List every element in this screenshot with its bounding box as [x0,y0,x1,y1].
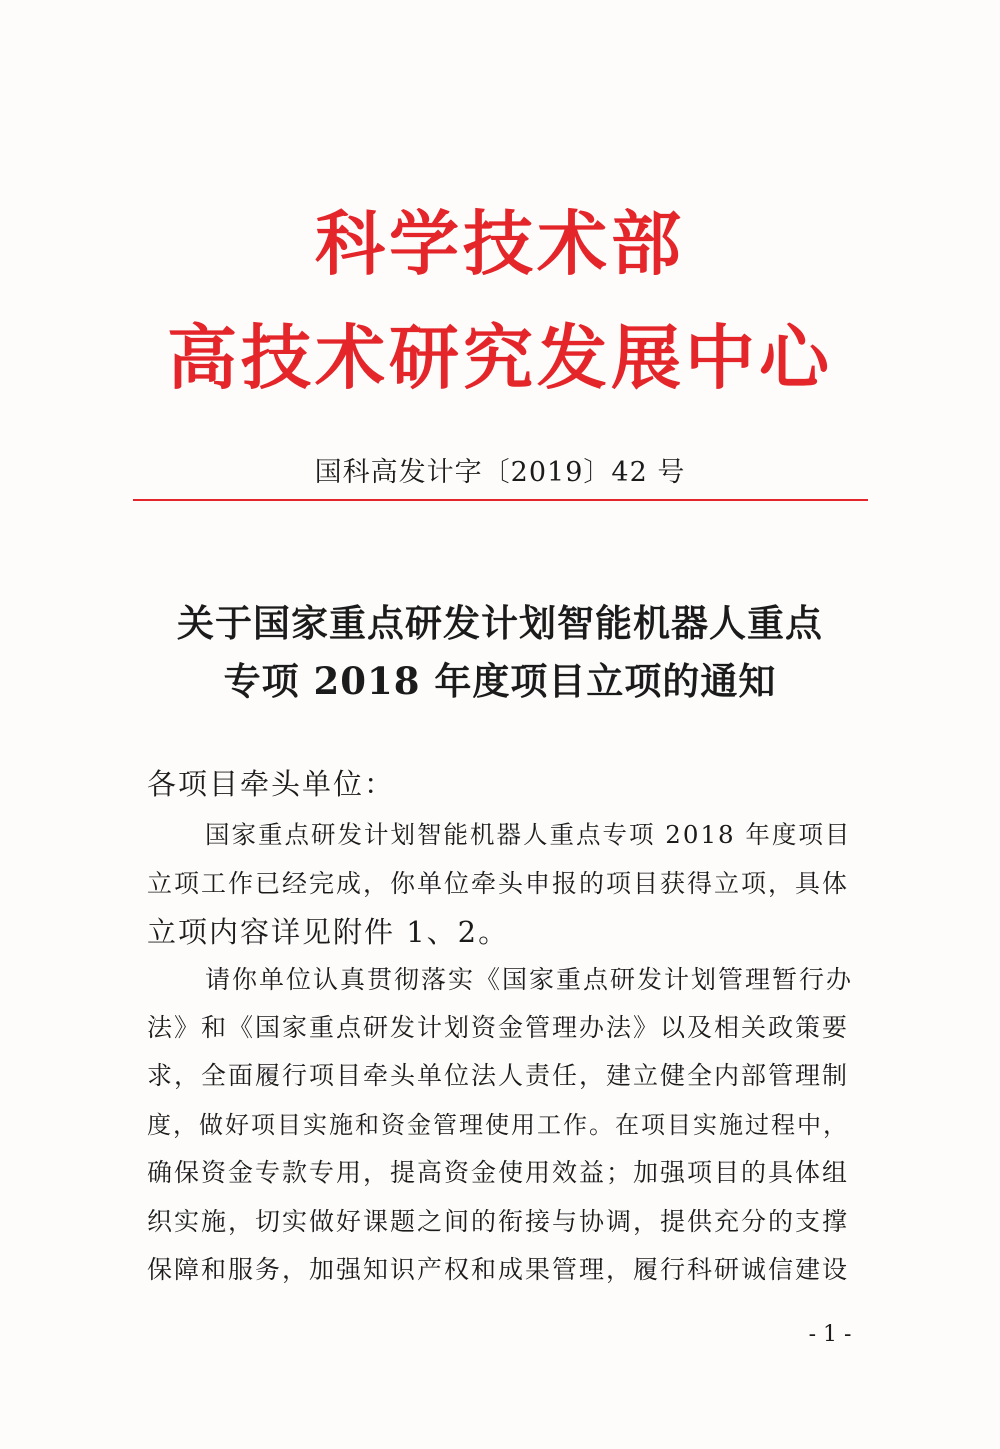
issuer-header-line1: 科学技术部 [315,202,685,285]
salutation: 各项目牵头单位： [147,767,396,801]
body-line: 度，做好项目实施和资金管理使用工作。在项目实施过程中， [147,1111,849,1139]
body-line: 法》和《国家重点研发计划资金管理办法》以及相关政策要 [147,1013,850,1042]
page-number: - 1 - [808,1322,852,1347]
body-line: 确保资金专款专用，提高资金使用效益；加强项目的具体组 [147,1158,850,1187]
body-line: 保障和服务，加强知识产权和成果管理，履行科研诚信建设 [147,1255,850,1284]
body-line: 织实施，切实做好课题之间的衔接与协调，提供充分的支撑 [147,1207,850,1236]
notice-title-line1: 关于国家重点研发计划智能机器人重点 [177,601,823,645]
body-line: 立项工作已经完成，你单位牵头申报的项目获得立项，具体 [147,869,850,898]
notice-title-line2: 专项 2018 年度项目立项的通知 [223,659,777,703]
document-number: 国科高发计字〔2019〕42 号 [314,457,686,488]
body-line: 请你单位认真贯彻落实《国家重点研发计划管理暂行办 [205,965,854,994]
issuer-header-line2: 高技术研究发展中心 [167,316,833,399]
red-divider-rule [133,499,868,501]
body-line: 求，全面履行项目牵头单位法人责任，建立健全内部管理制 [147,1061,850,1090]
body-line: 立项内容详见附件 1、2。 [147,915,510,949]
body-line: 国家重点研发计划智能机器人重点专项 2018 年度项目 [205,820,852,849]
